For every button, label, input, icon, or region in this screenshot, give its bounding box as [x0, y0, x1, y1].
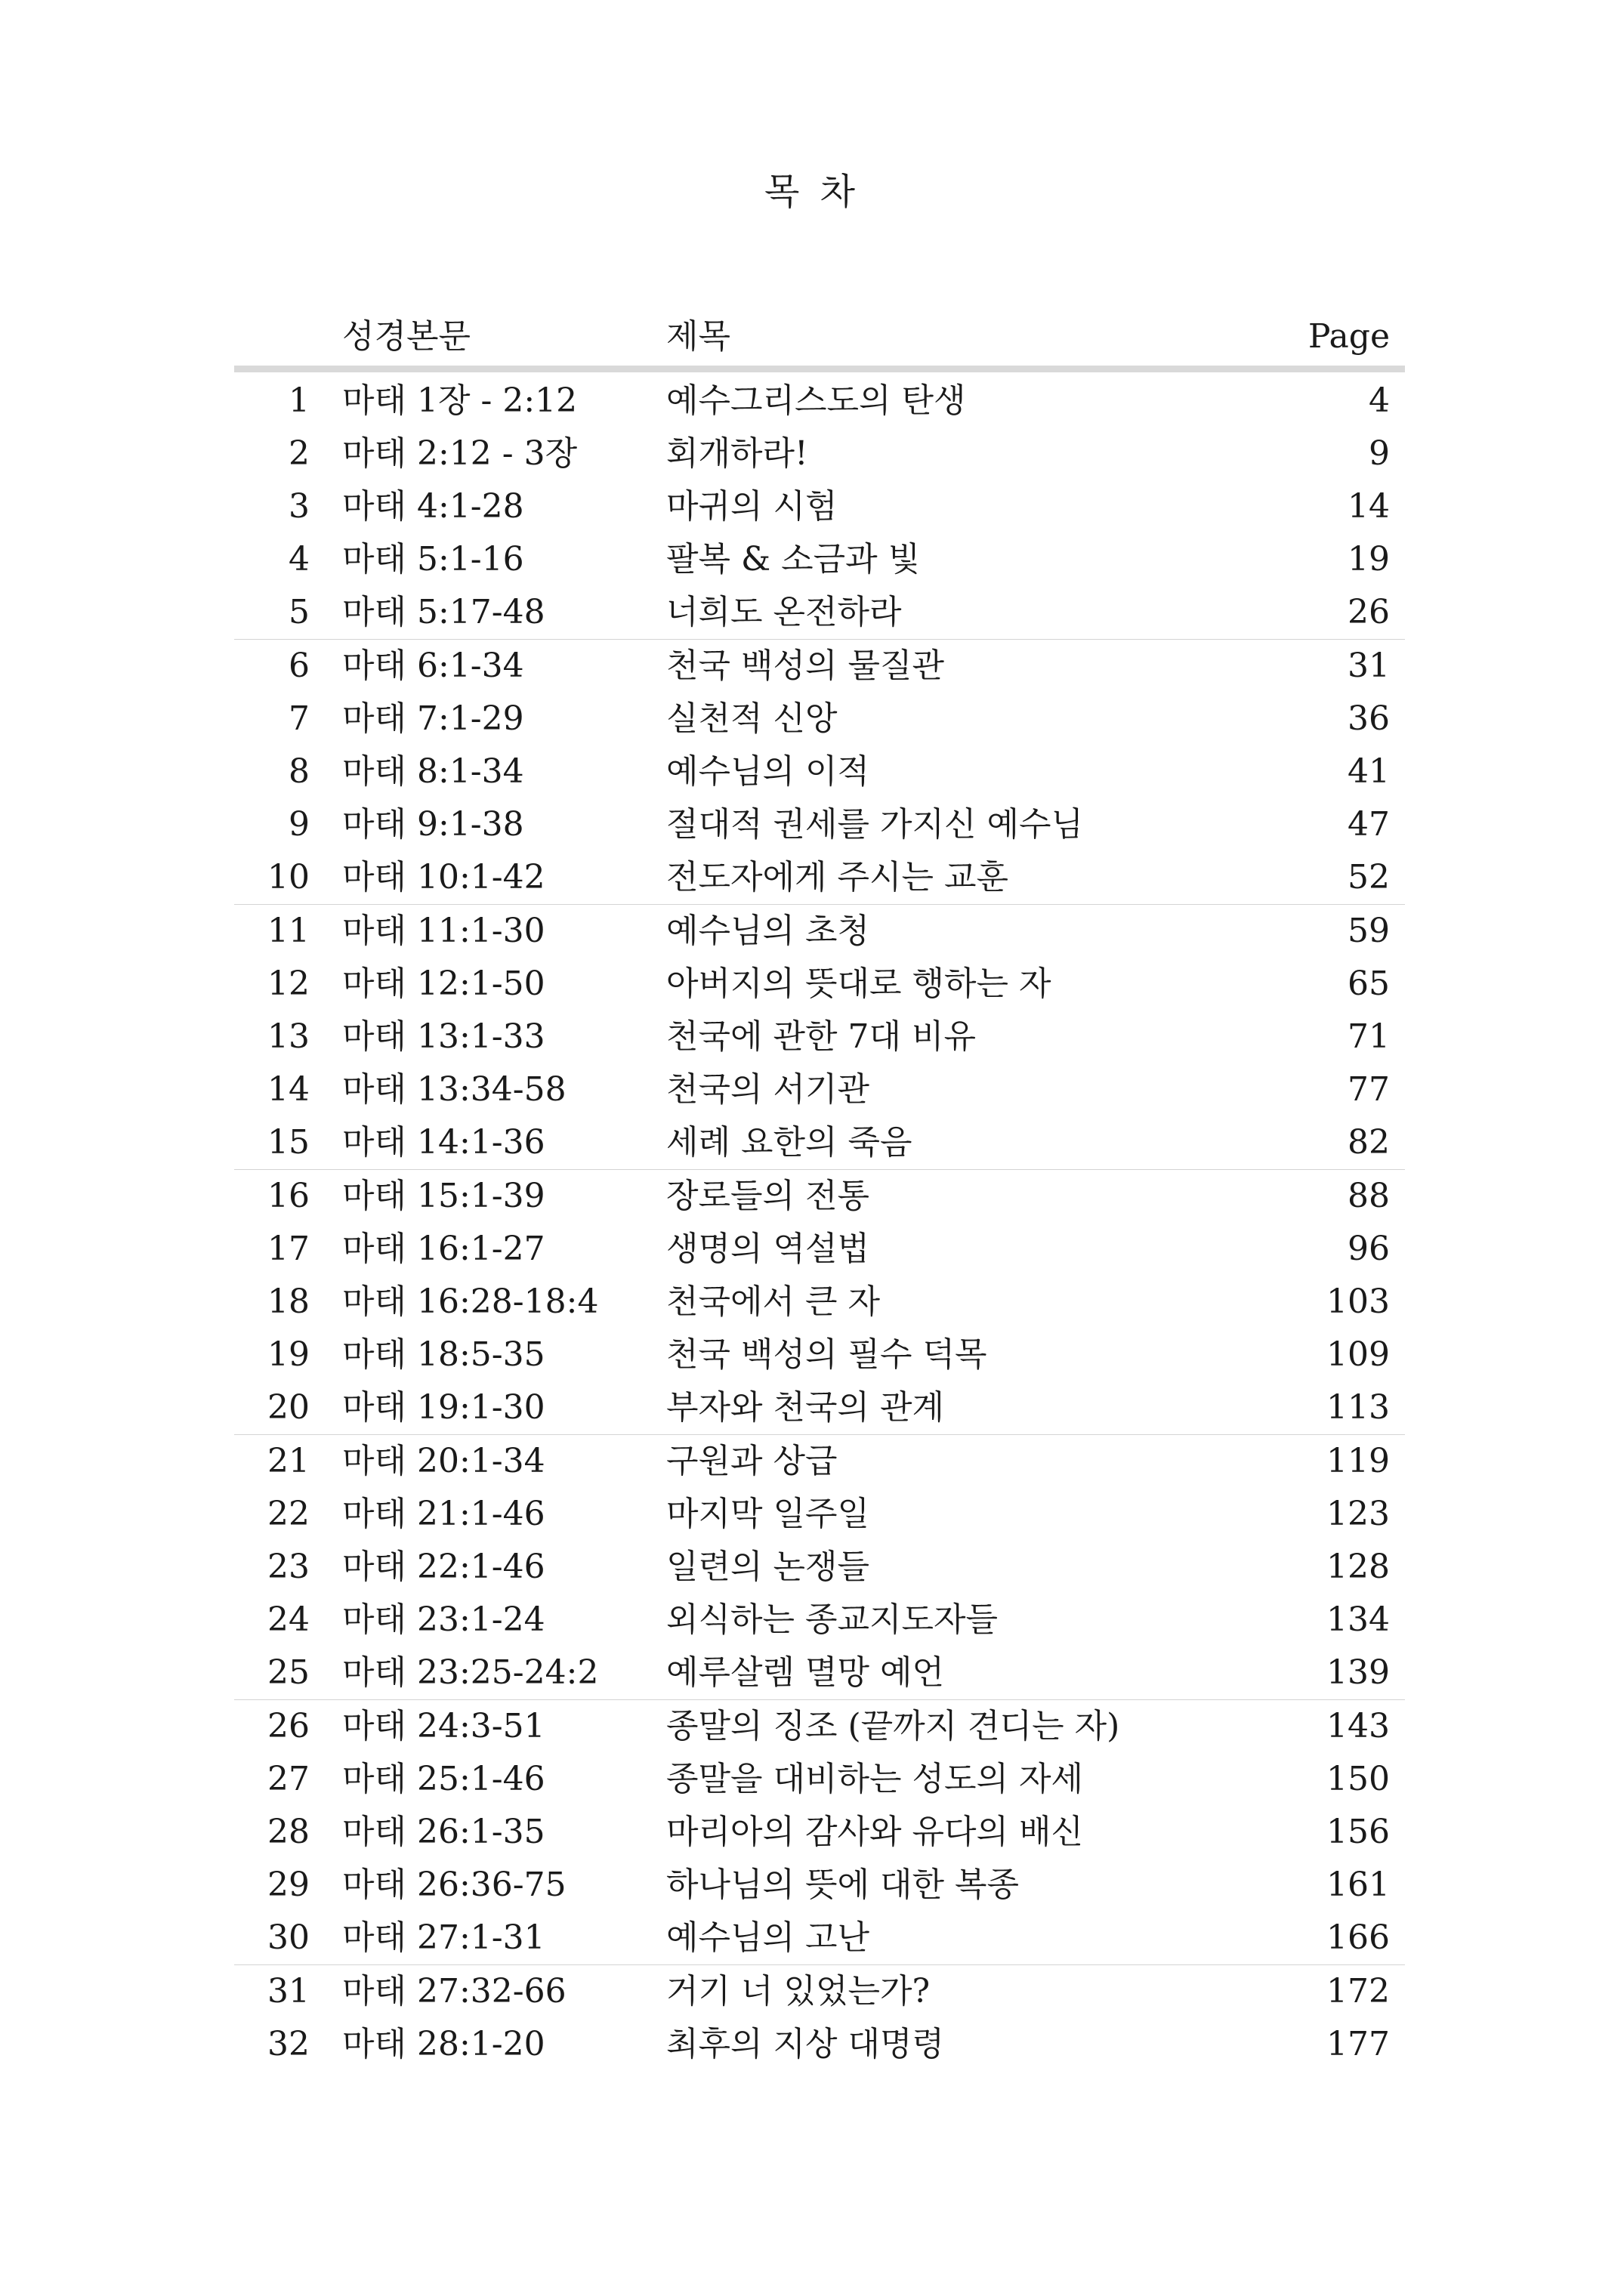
row-title: 종말을 대비하는 성도의 자세	[666, 1760, 1084, 1798]
toc-row	[234, 1063, 1405, 1116]
row-number: 14	[267, 1070, 310, 1109]
row-page: 119	[1326, 1442, 1390, 1480]
row-page: 156	[1326, 1813, 1390, 1851]
toc-row	[234, 1594, 1405, 1646]
row-page: 139	[1326, 1653, 1390, 1692]
row-title: 팔복 & 소금과 빛	[666, 540, 921, 579]
header-divider	[234, 366, 1405, 372]
toc-row	[234, 480, 1405, 533]
toc-row	[234, 375, 1405, 427]
row-reference: 마태 16:28-18:4	[342, 1282, 599, 1321]
row-title: 천국에 관한 7대 비유	[666, 1017, 976, 1056]
row-page: 161	[1326, 1866, 1390, 1904]
row-number: 30	[267, 1918, 310, 1957]
row-page: 143	[1326, 1707, 1390, 1745]
row-reference: 마태 27:32-66	[342, 1972, 567, 2011]
row-number: 25	[267, 1653, 310, 1692]
row-title: 마리아의 감사와 유다의 배신	[666, 1813, 1084, 1851]
row-page: 96	[1348, 1230, 1390, 1268]
toc-row	[234, 2018, 1405, 2071]
row-reference: 마태 22:1-46	[342, 1548, 545, 1586]
row-title: 종말의 징조 (끝까지 견디는 자)	[666, 1707, 1120, 1745]
row-title: 마지막 일주일	[666, 1495, 870, 1533]
toc-row	[234, 1276, 1405, 1329]
row-number: 15	[267, 1123, 310, 1162]
toc-row	[234, 1700, 1405, 1753]
row-number: 20	[267, 1388, 310, 1427]
toc-row	[234, 586, 1405, 640]
row-page: 177	[1326, 2025, 1390, 2063]
row-reference: 마태 1장 - 2:12	[342, 381, 578, 420]
row-number: 9	[289, 805, 310, 844]
row-reference: 마태 15:1-39	[342, 1177, 545, 1215]
row-reference: 마태 23:25-24:2	[342, 1653, 599, 1692]
row-title: 너희도 온전하라	[666, 593, 902, 631]
toc-row	[234, 1859, 1405, 1912]
row-page: 128	[1326, 1548, 1390, 1586]
toc-row	[234, 1116, 1405, 1170]
row-number: 6	[289, 647, 310, 685]
toc-header	[234, 310, 1405, 364]
row-page: 71	[1348, 1017, 1390, 1056]
toc-row	[234, 1806, 1405, 1859]
row-reference: 마태 28:1-20	[342, 2025, 545, 2063]
row-number: 7	[289, 699, 310, 738]
toc-row	[234, 745, 1405, 798]
row-number: 21	[267, 1442, 310, 1480]
toc-row	[234, 1329, 1405, 1381]
toc-row	[234, 1753, 1405, 1806]
row-number: 10	[267, 858, 310, 897]
row-number: 28	[267, 1813, 310, 1851]
row-reference: 마태 7:1-29	[342, 699, 524, 738]
row-page: 82	[1348, 1123, 1390, 1162]
row-title: 구원과 상급	[666, 1442, 838, 1480]
row-reference: 마태 5:17-48	[342, 593, 545, 631]
row-reference: 마태 5:1-16	[342, 540, 524, 579]
row-title: 부자와 천국의 관계	[666, 1388, 945, 1427]
row-number: 1	[289, 381, 310, 420]
row-reference: 마태 10:1-42	[342, 858, 545, 897]
row-page: 31	[1348, 647, 1390, 685]
row-reference: 마태 11:1-30	[342, 912, 545, 950]
toc-row	[234, 640, 1405, 693]
row-title: 일련의 논쟁들	[666, 1548, 870, 1586]
row-number: 17	[267, 1230, 310, 1268]
row-page: 4	[1369, 381, 1390, 420]
toc-row	[234, 1646, 1405, 1700]
row-number: 24	[267, 1600, 310, 1639]
row-reference: 마태 19:1-30	[342, 1388, 545, 1427]
row-reference: 마태 13:1-33	[342, 1017, 545, 1056]
row-number: 31	[267, 1972, 310, 2011]
row-reference: 마태 27:1-31	[342, 1918, 545, 1957]
row-reference: 마태 16:1-27	[342, 1230, 545, 1268]
row-number: 18	[267, 1282, 310, 1321]
row-number: 2	[289, 434, 310, 473]
row-title: 아버지의 뜻대로 행하는 자	[666, 964, 1051, 1003]
row-title: 천국의 서기관	[666, 1070, 870, 1109]
row-title: 마귀의 시험	[666, 487, 838, 526]
row-title: 외식하는 종교지도자들	[666, 1600, 999, 1639]
row-title: 생명의 역설법	[666, 1230, 870, 1268]
row-reference: 마태 8:1-34	[342, 752, 524, 791]
row-page: 19	[1348, 540, 1390, 579]
row-title: 회개하라!	[666, 434, 808, 473]
row-page: 59	[1348, 912, 1390, 950]
row-number: 22	[267, 1495, 310, 1533]
row-reference: 마태 14:1-36	[342, 1123, 545, 1162]
row-page: 172	[1326, 1972, 1390, 2011]
row-title: 거기 너 있었는가?	[666, 1972, 931, 2011]
row-page: 103	[1326, 1282, 1390, 1321]
toc-row	[234, 1965, 1405, 2018]
row-reference: 마태 26:1-35	[342, 1813, 545, 1851]
toc-row	[234, 1488, 1405, 1541]
toc-row	[234, 1541, 1405, 1594]
row-number: 11	[267, 912, 310, 950]
row-number: 29	[267, 1866, 310, 1904]
toc-row	[234, 1011, 1405, 1063]
row-page: 113	[1326, 1388, 1390, 1427]
row-reference: 마태 23:1-24	[342, 1600, 545, 1639]
toc-body	[234, 375, 1405, 2071]
row-title: 전도자에게 주시는 교훈	[666, 858, 1009, 897]
row-page: 14	[1348, 487, 1390, 526]
row-reference: 마태 6:1-34	[342, 647, 524, 685]
toc-row	[234, 1381, 1405, 1435]
row-page: 47	[1348, 805, 1390, 844]
row-reference: 마태 21:1-46	[342, 1495, 545, 1533]
row-title: 예루살렘 멸망 예언	[666, 1653, 945, 1692]
row-title: 절대적 권세를 가지신 예수님	[666, 805, 1084, 844]
row-page: 123	[1326, 1495, 1390, 1533]
toc-row	[234, 1170, 1405, 1223]
row-title: 예수그리스도의 탄생	[666, 381, 966, 420]
row-reference: 마태 25:1-46	[342, 1760, 545, 1798]
row-title: 천국에서 큰 자	[666, 1282, 880, 1321]
row-title: 천국 백성의 필수 덕목	[666, 1335, 987, 1374]
row-reference: 마태 13:34-58	[342, 1070, 567, 1109]
page-title: 목 차	[764, 171, 860, 213]
toc-row	[234, 693, 1405, 745]
row-title: 하나님의 뜻에 대한 복종	[666, 1866, 1019, 1904]
row-page: 77	[1348, 1070, 1390, 1109]
row-reference: 마태 18:5-35	[342, 1335, 545, 1374]
row-page: 9	[1369, 434, 1390, 473]
row-number: 16	[267, 1177, 310, 1215]
row-reference: 마태 26:36-75	[342, 1866, 567, 1904]
row-number: 3	[289, 487, 310, 526]
row-page: 109	[1326, 1335, 1390, 1374]
row-page: 41	[1348, 752, 1390, 791]
toc-row	[234, 958, 1405, 1011]
row-number: 32	[267, 2025, 310, 2063]
toc-row	[234, 1912, 1405, 1965]
row-title: 실천적 신앙	[666, 699, 838, 738]
row-number: 8	[289, 752, 310, 791]
row-reference: 마태 24:3-51	[342, 1707, 545, 1745]
row-title: 장로들의 전통	[666, 1177, 870, 1215]
row-reference: 마태 2:12 - 3장	[342, 434, 578, 473]
row-page: 36	[1348, 699, 1390, 738]
row-number: 19	[267, 1335, 310, 1374]
row-number: 13	[267, 1017, 310, 1056]
row-page: 52	[1348, 858, 1390, 897]
row-reference: 마태 9:1-38	[342, 805, 524, 844]
toc-row	[234, 798, 1405, 851]
row-title: 세례 요한의 죽음	[666, 1123, 912, 1162]
toc-row	[234, 1223, 1405, 1276]
row-number: 26	[267, 1707, 310, 1745]
row-title: 천국 백성의 물질관	[666, 647, 945, 685]
toc-row	[234, 427, 1405, 480]
row-title: 예수님의 초청	[666, 912, 870, 950]
header-page: Page	[1308, 317, 1390, 356]
row-reference: 마태 12:1-50	[342, 964, 545, 1003]
row-number: 5	[289, 593, 310, 631]
row-page: 134	[1326, 1600, 1390, 1639]
header-reference: 성경본문	[342, 317, 471, 356]
row-reference: 마태 20:1-34	[342, 1442, 545, 1480]
toc-row	[234, 905, 1405, 958]
row-title: 예수님의 고난	[666, 1918, 870, 1957]
row-page: 166	[1326, 1918, 1390, 1957]
row-page: 88	[1348, 1177, 1390, 1215]
row-number: 4	[289, 540, 310, 579]
header-title: 제목	[666, 317, 731, 356]
row-title: 예수님의 이적	[666, 752, 870, 791]
row-page: 150	[1326, 1760, 1390, 1798]
row-number: 27	[267, 1760, 310, 1798]
row-title: 최후의 지상 대명령	[666, 2025, 945, 2063]
row-page: 26	[1348, 593, 1390, 631]
toc-row	[234, 533, 1405, 586]
table-of-contents	[234, 310, 1405, 2071]
row-number: 23	[267, 1548, 310, 1586]
row-number: 12	[267, 964, 310, 1003]
toc-row	[234, 1435, 1405, 1488]
row-reference: 마태 4:1-28	[342, 487, 524, 526]
toc-row	[234, 851, 1405, 905]
row-page: 65	[1348, 964, 1390, 1003]
